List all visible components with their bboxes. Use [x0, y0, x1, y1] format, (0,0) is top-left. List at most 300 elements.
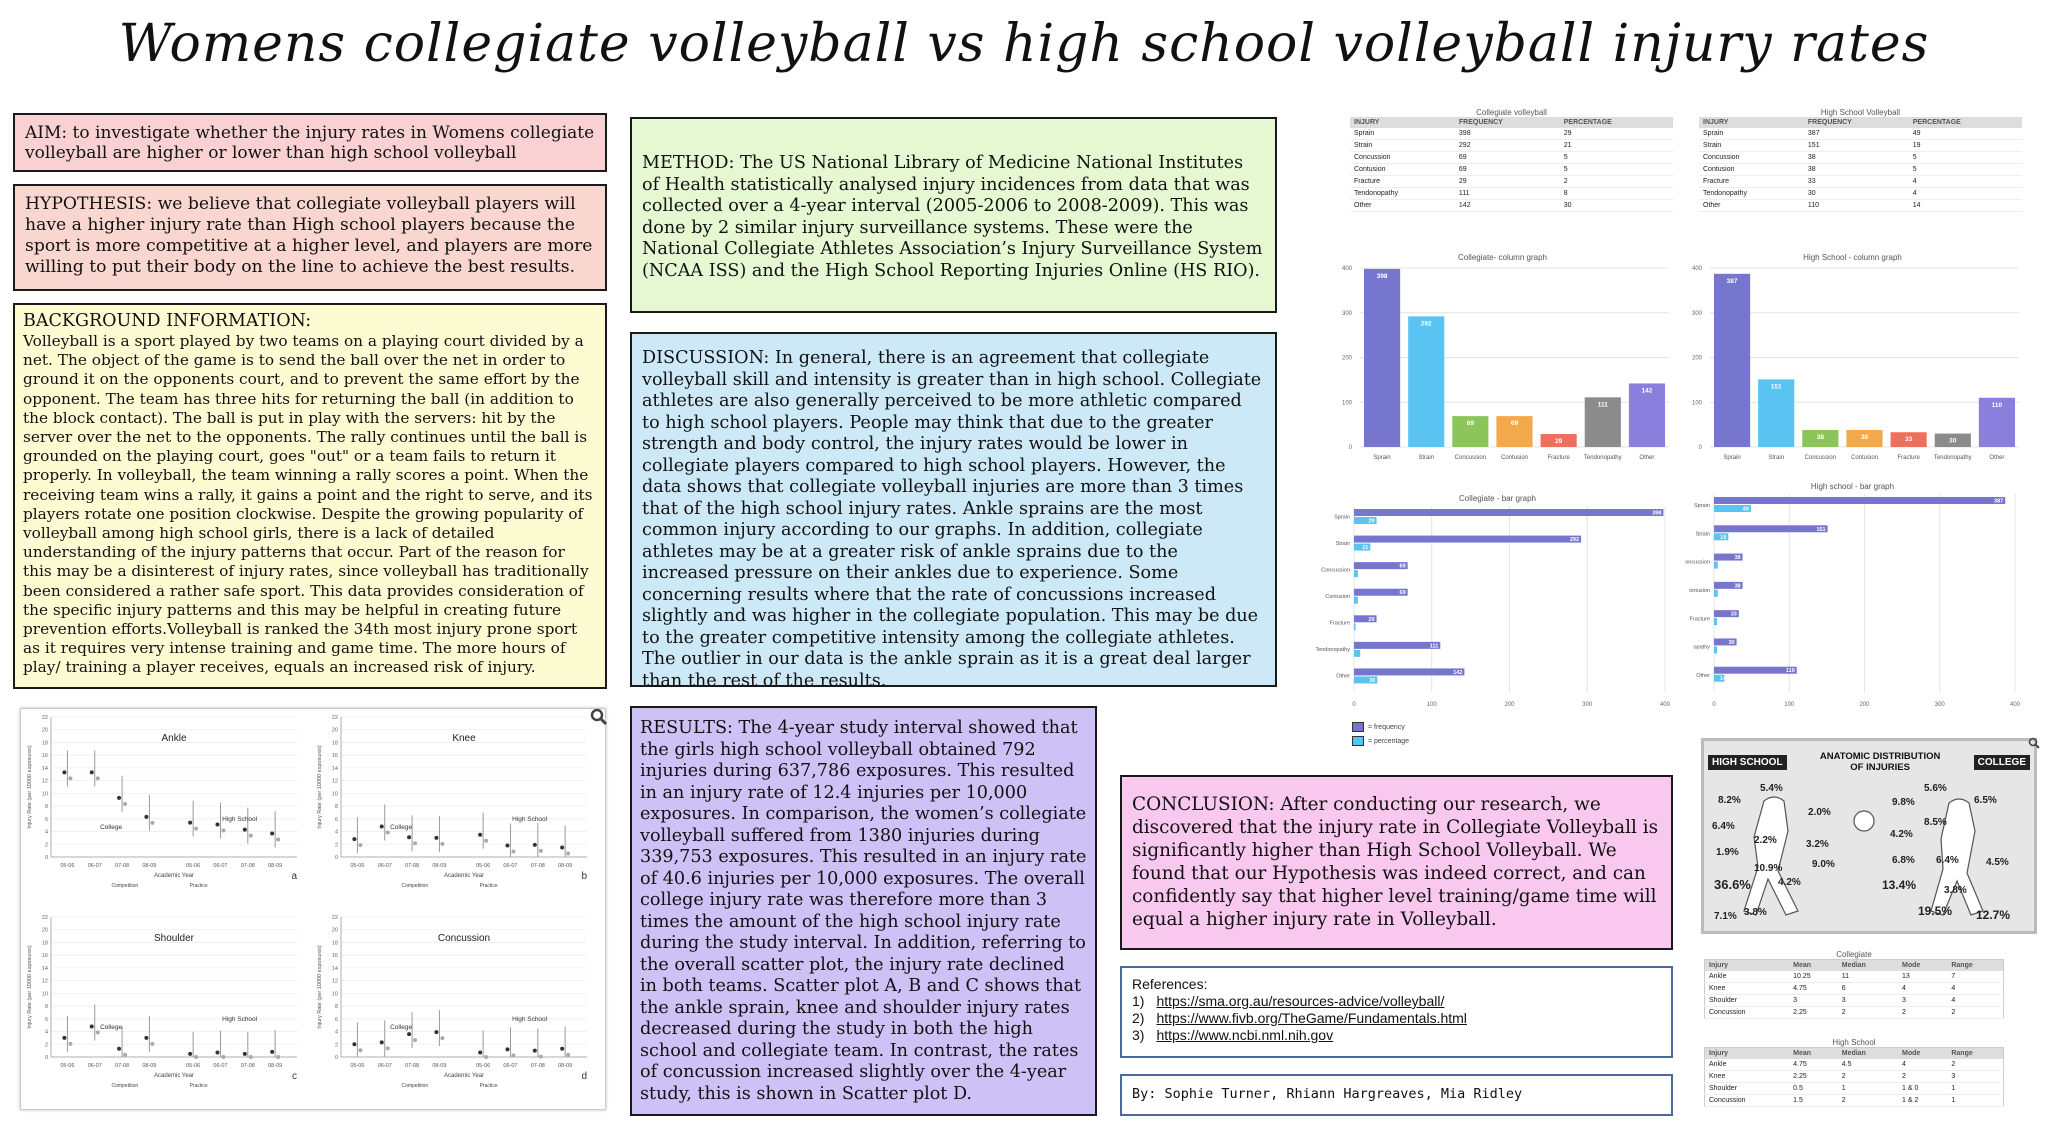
zoom-icon[interactable] — [590, 708, 608, 726]
table-row — [1699, 140, 2022, 152]
data-point — [243, 828, 247, 832]
infographic-left-value: 6.4% — [1712, 821, 1735, 832]
table-cell: 2.25 — [1789, 1007, 1838, 1019]
y-tick-label: 18 — [41, 740, 48, 747]
x-tick-label: 07-08 — [405, 863, 420, 869]
legend-practice: Practice — [479, 1083, 498, 1089]
chart-title: Collegiate - bar graph — [1459, 494, 1536, 503]
y-tick-label: 16 — [41, 953, 48, 960]
data-point — [123, 1053, 127, 1057]
x-tick-label: 05-06 — [476, 863, 491, 869]
y-tick-label: 8 — [44, 1004, 48, 1011]
table-cell: 3 — [1838, 995, 1898, 1007]
data-point — [533, 843, 537, 847]
highschool-stats-panel — [1704, 1038, 2004, 1122]
table-cell: 38 — [1804, 152, 1909, 164]
data-point — [144, 815, 148, 819]
infographic-left-value: 3.8% — [1744, 907, 1767, 918]
data-point — [560, 845, 564, 849]
x-tick-label: 05-06 — [350, 1063, 365, 1069]
y-tick-label: 14 — [41, 965, 48, 972]
table-cell: Sprain — [1350, 128, 1455, 140]
table-cell: 3 — [1898, 995, 1947, 1007]
data-point — [407, 835, 411, 839]
table-cell: 5 — [1909, 152, 2022, 164]
bar — [1714, 667, 1797, 674]
data-point — [194, 1055, 198, 1059]
table-cell: 4.5 — [1838, 1059, 1898, 1071]
data-point — [117, 796, 121, 800]
table-cell: 1 & 2 — [1898, 1095, 1947, 1107]
infographic-right-label: COLLEGE — [1974, 755, 2030, 770]
data-point — [440, 842, 444, 846]
byline-text: By: Sophie Turner, Rhiann Hargreaves, Mia Ridley — [1132, 1086, 1523, 1102]
table-cell: 387 — [1804, 128, 1909, 140]
x-tick-label: 08-09 — [558, 1063, 573, 1069]
y-tick-label: opathy — [1693, 644, 1710, 651]
x-tick-label: 05-06 — [186, 863, 201, 869]
chart-title: Collegiate- column graph — [1458, 253, 1547, 262]
bar-value-label: 398 — [1652, 510, 1662, 517]
bar-value-label: 33 — [1905, 436, 1913, 444]
y-tick-label: 6 — [334, 1016, 338, 1023]
infographic-left-value: 2.0% — [1808, 807, 1831, 818]
x-tick-label: 300 — [1582, 702, 1593, 708]
infographic-left-value: 5.4% — [1760, 783, 1783, 794]
collegiate-stats-title: Collegiate — [1836, 950, 1872, 959]
bar-value-label: 30 — [1728, 639, 1735, 646]
y-tick-label: 200 — [1691, 355, 1702, 362]
table-cell: Strain — [1699, 140, 1804, 152]
table-cell: Knee — [1705, 983, 1790, 995]
bar-value-label: 38 — [1816, 433, 1824, 441]
bar-value-label: 111 — [1597, 401, 1608, 409]
infographic-left-value: 1.9% — [1716, 847, 1739, 858]
y-tick-label: 400 — [1341, 266, 1352, 272]
highschool-table — [1699, 117, 2022, 212]
panel-letter: d — [581, 1071, 587, 1082]
table-cell: 2 — [1560, 176, 1673, 188]
data-point — [270, 831, 274, 835]
y-axis-label: Injury Rate (per 10000 exposures) — [317, 945, 323, 1029]
bar-value-label: 398 — [1376, 272, 1388, 280]
bar-value-label: 69 — [1399, 563, 1406, 570]
y-tick-label: 20 — [331, 927, 338, 934]
table-header: Injury — [1705, 960, 1790, 972]
bar-value-label: 69 — [1510, 420, 1519, 428]
group-label-highschool: High School — [222, 816, 258, 823]
table-cell: 2 — [1838, 1071, 1898, 1083]
data-point — [440, 1036, 444, 1040]
y-tick-label: Strain — [1695, 531, 1710, 538]
background-heading: BACKGROUND INFORMATION: — [23, 311, 312, 331]
table-header: Mean — [1789, 960, 1838, 972]
bar — [1354, 509, 1663, 516]
chart-title: High school - bar graph — [1810, 482, 1895, 491]
data-point — [358, 1048, 362, 1052]
bar — [1354, 642, 1440, 649]
table-cell: 4 — [1898, 983, 1947, 995]
discussion-text: DISCUSSION: In general, there is an agreement that collegiate volleyball skill and intensity is greater than in high school. Collegiate athletes are also generally perceived to be more athletic compared to high school players. People may think that due to the greater strength and body control, the injury rates would be lower in collegiate players compared to high school players. However, the data shows that collegiate volleyball injuries are more than 3 times that of the high school injury rates. Ankle sprains are the most common injury according to our graphs. In addition, collegiate athletes may be at a greater risk of ankle sprains due to the increased pressure on their ankles due to experience. Some concerning results where that the rate of concussions increased slightly and was higher in the collegiate population. This may be due to the greater competitive intensity among the collegiate athletes. The outlier in our data is the ankle sprain as it is a great deal larger than the rest of the results. — [642, 348, 1262, 691]
y-tick-label: 10 — [331, 991, 338, 998]
x-tick-label: Sprain — [1373, 455, 1391, 461]
infographic-right-value: 12.7% — [1976, 908, 2011, 922]
y-tick-label: 22 — [331, 715, 338, 721]
poster-title: Womens collegiate volleyball vs high school volleyball injury rates — [118, 14, 1930, 74]
infographic-right-value: 5.6% — [1924, 783, 1947, 794]
bar — [1408, 316, 1444, 447]
data-point — [96, 776, 100, 780]
table-cell: 4.75 — [1789, 1059, 1838, 1071]
zoom-icon[interactable] — [2028, 734, 2040, 746]
x-tick-label: Strain — [1768, 455, 1785, 461]
x-tick-label: 06-07 — [87, 863, 102, 869]
x-tick-label: Tendonopathy — [1583, 455, 1622, 461]
method-box — [630, 117, 1277, 313]
table-cell: 30 — [1560, 200, 1673, 212]
reference-link[interactable]: https://www.ncbi.nml.nih.gov — [1156, 1027, 1334, 1043]
data-point — [478, 1051, 482, 1055]
group-label-college: College — [100, 1024, 123, 1031]
hypothesis-box — [13, 184, 607, 291]
reference-item: 2) https://www.fivb.org/TheGame/Fundamentals.html — [1132, 1010, 1467, 1026]
aim-text: AIM: to investigate whether the injury rates in Womens collegiate volleyball are higher or lower than high school volleyball — [25, 123, 595, 163]
y-tick-label: 22 — [331, 915, 338, 921]
table-row — [1705, 971, 2004, 983]
results-text: RESULTS: The 4-year study interval showed that the girls high school volleyball obtained 792 injuries during 637,786 exposures. This resulted in an injury rate of 12.4 injuries per 10,000 exposures. In comparison, the women’s collegiate volleyball suffered from 1380 injuries during 339,753 exposures. This resulted in an injury rate of 40.6 injuries per 10,000 exposures. The overall college injury rate was therefore more than 3 times the amount of the high school injury rate during the study interval. In addition, referring to the overall scatter plot, the injury rate declined in both teams. Scatter plot A, B and C shows that the ankle sprain, knee and shoulder injury rates decreased during the study in both the high school and collegiate team. In contrast, the rates of concussion increased slightly over the 4-year study, this is shown in Scatter plot D. — [640, 718, 1087, 1104]
data-point — [90, 1024, 94, 1028]
table-cell: 7 — [1947, 971, 2003, 983]
bar-value-label: 69 — [1399, 590, 1406, 597]
scatter-panel-title: Concussion — [437, 933, 491, 944]
bar — [1354, 623, 1356, 630]
bar-value-label: 29 — [1368, 616, 1375, 623]
table-cell: 11 — [1838, 971, 1898, 983]
reference-link[interactable]: https://sma.org.au/resources-advice/volleyball/ — [1156, 993, 1445, 1009]
collegiate-table-panel — [1350, 108, 1673, 226]
table-cell: 8 — [1560, 188, 1673, 200]
legend-practice: Practice — [189, 1083, 208, 1089]
table-header: Mode — [1898, 960, 1947, 972]
y-tick-label: 300 — [1341, 310, 1352, 317]
x-tick-label: 06-07 — [213, 863, 228, 869]
y-tick-label: 8 — [334, 804, 338, 811]
x-tick-label: 200 — [1859, 702, 1870, 708]
chart-legend — [1352, 722, 1409, 746]
data-point — [505, 844, 509, 848]
x-tick-label: Sprain — [1723, 455, 1741, 461]
bar-value-label: 387 — [1994, 498, 2004, 505]
table-cell: 2 — [1838, 1095, 1898, 1107]
table-cell: Contusion — [1699, 164, 1804, 176]
references-heading: References: — [1132, 976, 1208, 992]
table-header: FREQUENCY — [1804, 117, 1909, 128]
legend-competition: Competition — [111, 883, 139, 889]
infographic-right-value: 4.2% — [1890, 829, 1913, 840]
group-label-highschool: High School — [222, 1016, 258, 1023]
conclusion-text: CONCLUSION: After conducting our research, we discovered that the injury rate in Collegiate Volleyball is significantly higher than High School Volleyball. We found that our Hypothesis was indeed correct, and can confidently say that higher level training/game time will equal a higher injury rate in Volleyball. — [1132, 794, 1659, 930]
bar-value-label: 4 — [1722, 647, 1726, 654]
x-tick-label: 08-09 — [432, 863, 447, 869]
bar-value-label: 49 — [1742, 506, 1749, 513]
table-row — [1350, 152, 1673, 164]
infographic-right-value: 19.5% — [1918, 904, 1953, 918]
infographic-right-value: 13.4% — [1882, 878, 1917, 892]
reference-link[interactable]: https://www.fivb.org/TheGame/Fundamentals.html — [1156, 1010, 1467, 1026]
x-tick-label: 07-08 — [115, 1063, 130, 1069]
scatter-panel-title: Ankle — [161, 733, 187, 744]
data-point — [352, 837, 356, 841]
table-cell: Ankle — [1705, 1059, 1790, 1071]
y-tick-label: 6 — [44, 816, 48, 823]
legend-swatch-frequency — [1352, 722, 1364, 732]
y-tick-label: 16 — [41, 753, 48, 760]
table-header: Median — [1838, 1048, 1898, 1060]
bar-value-label: 8 — [1362, 651, 1366, 658]
bar — [1714, 497, 2005, 504]
y-tick-label: 18 — [331, 940, 338, 947]
y-tick-label: 22 — [41, 915, 48, 921]
table-cell: 1 — [1838, 1083, 1898, 1095]
y-tick-label: 14 — [331, 765, 338, 772]
legend-competition: Competition — [401, 1083, 429, 1089]
table-cell: 151 — [1804, 140, 1909, 152]
bar-value-label: 69 — [1466, 420, 1474, 428]
table-header: Range — [1947, 1048, 2003, 1060]
table-cell: 6 — [1838, 983, 1898, 995]
data-point — [380, 824, 384, 828]
y-tick-label: 22 — [41, 715, 48, 721]
table-row — [1699, 176, 2022, 188]
table-cell: 13 — [1898, 971, 1947, 983]
data-point — [539, 849, 543, 853]
y-tick-label: 20 — [41, 727, 48, 734]
x-tick-label: 06-07 — [87, 1063, 102, 1069]
y-tick-label: 20 — [331, 727, 338, 734]
data-point — [484, 1055, 488, 1059]
table-cell: Ankle — [1705, 971, 1790, 983]
y-tick-label: 2 — [334, 1042, 338, 1049]
x-tick-label: 0 — [1712, 702, 1716, 708]
y-tick-label: 200 — [1341, 355, 1352, 362]
data-point — [68, 1042, 72, 1046]
x-tick-label: 0 — [1352, 702, 1356, 708]
table-cell: 2 — [1898, 1071, 1947, 1083]
y-tick-label: Other — [1336, 673, 1350, 680]
data-point — [484, 839, 488, 843]
y-tick-label: 12 — [331, 778, 338, 785]
infographic-center-label: ANATOMIC DISTRIBUTION OF INJURIES — [1819, 751, 1941, 773]
table-header: Mode — [1898, 1048, 1947, 1060]
chart-title: High School - column graph — [1803, 253, 1902, 262]
infographic-right-value: 6.8% — [1892, 855, 1915, 866]
bar-value-label: 21 — [1362, 545, 1369, 552]
y-tick-label: Contusion — [1325, 594, 1350, 600]
discussion-box — [630, 332, 1277, 691]
bar-value-label: 111 — [1429, 643, 1439, 650]
data-point — [566, 1053, 570, 1057]
data-point — [96, 1030, 100, 1034]
table-row — [1699, 200, 2022, 212]
data-point — [560, 1047, 564, 1051]
table-row — [1699, 188, 2022, 200]
y-tick-label: 4 — [44, 1029, 48, 1036]
x-tick-label: 07-08 — [240, 1063, 255, 1069]
x-tick-label: 100 — [1784, 702, 1795, 708]
x-tick-label: 06-07 — [377, 1063, 392, 1069]
highschool-stats-table — [1704, 1047, 2004, 1107]
table-cell: 29 — [1560, 128, 1673, 140]
y-tick-label: Other — [1696, 672, 1710, 679]
references-list — [1132, 993, 1661, 1044]
high-school-player-figure — [1744, 797, 1798, 915]
table-cell: 2 — [1898, 1007, 1947, 1019]
group-label-highschool: High School — [512, 1016, 548, 1023]
data-point — [215, 1051, 219, 1055]
x-tick-label: Tendonopathy — [1933, 455, 1972, 461]
y-tick-label: 14 — [331, 965, 338, 972]
infographic-left-value: 7.1% — [1714, 911, 1737, 922]
table-cell: 29 — [1455, 176, 1560, 188]
x-tick-label: 08-09 — [268, 1063, 283, 1069]
x-tick-label: 08-09 — [432, 1063, 447, 1069]
x-tick-label: 08-09 — [142, 863, 157, 869]
y-tick-label: 10 — [41, 791, 48, 798]
table-header: PERCENTAGE — [1560, 117, 1673, 128]
table-cell: 4.75 — [1789, 983, 1838, 995]
x-tick-label: Fracture — [1897, 455, 1920, 461]
bar — [1354, 650, 1360, 657]
x-tick-label: Other — [1639, 455, 1655, 461]
bar-value-label: 38 — [1734, 555, 1741, 562]
bar-value-label: 14 — [1719, 676, 1726, 683]
hypothesis-text: HYPOTHESIS: we believe that collegiate volleyball players will have a higher injury rate than High school players because the sport is more competitive at a higher level, and players are more willing to put their body on the line to achieve the best results. — [25, 194, 593, 277]
table-cell: Fracture — [1350, 176, 1455, 188]
table-cell: 30 — [1804, 188, 1909, 200]
bar — [1364, 269, 1400, 447]
table-cell: Sprain — [1699, 128, 1804, 140]
y-tick-label: 0 — [1698, 445, 1702, 451]
bar-value-label: 38 — [1734, 583, 1741, 590]
data-point — [407, 1032, 411, 1036]
x-tick-label: 07-08 — [240, 863, 255, 869]
y-tick-label: 16 — [331, 953, 338, 960]
legend-practice: Practice — [479, 883, 498, 889]
bar-value-label: 292 — [1569, 537, 1580, 544]
collegiate-stats-panel — [1704, 950, 2004, 1030]
data-point — [249, 1055, 253, 1059]
scatter-panel-title: Knee — [452, 733, 476, 744]
table-cell: 0.5 — [1789, 1083, 1838, 1095]
scatter-plots — [21, 709, 607, 1111]
table-cell: 21 — [1560, 140, 1673, 152]
table-header: Injury — [1705, 1048, 1790, 1060]
bar-value-label: 5 — [1362, 598, 1366, 605]
y-tick-label: ontusion — [1689, 588, 1710, 594]
data-point — [511, 1053, 515, 1057]
table-header: INJURY — [1699, 117, 1804, 128]
table-cell: 38 — [1804, 164, 1909, 176]
highschool-table-title: High School Volleyball — [1820, 108, 1901, 117]
x-tick-label: 06-07 — [503, 863, 518, 869]
x-tick-label: 06-07 — [377, 863, 392, 869]
table-row — [1350, 164, 1673, 176]
y-tick-label: Concussion — [1321, 567, 1350, 574]
data-point — [150, 1042, 154, 1046]
x-tick-label: Strain — [1418, 455, 1435, 461]
infographic-right-value: 3.8% — [1944, 885, 1967, 896]
data-point — [62, 770, 66, 774]
bar-value-label: 30 — [1369, 677, 1376, 684]
x-tick-label: 05-06 — [60, 1063, 75, 1069]
x-tick-label: 07-08 — [405, 1063, 420, 1069]
x-tick-label: 400 — [1659, 702, 1671, 708]
x-axis-label: Academic Year — [443, 1073, 485, 1079]
x-tick-label: 05-06 — [60, 863, 75, 869]
bar-value-label: 142 — [1453, 669, 1463, 676]
infographic-right-value: 4.5% — [1986, 857, 2009, 868]
legend-competition: Competition — [111, 1083, 139, 1089]
byline-box — [1120, 1074, 1673, 1116]
bar-value-label: 2 — [1362, 624, 1366, 631]
group-label-college: College — [100, 824, 123, 831]
data-point — [566, 851, 570, 855]
data-point — [358, 843, 362, 847]
table-cell: 2.25 — [1789, 1071, 1838, 1083]
y-axis-label: Injury Rate (per 10000 exposures) — [317, 745, 323, 829]
references-box — [1120, 966, 1673, 1058]
legend-label: = percentage — [1368, 737, 1410, 745]
scatter-panel-title: Shoulder — [153, 933, 195, 944]
highschool-column-chart — [1680, 250, 2025, 475]
table-row — [1350, 188, 1673, 200]
infographic-figures — [1704, 781, 2034, 931]
table-cell: Shoulder — [1705, 995, 1790, 1007]
volleyball-icon — [1854, 811, 1874, 831]
bar-value-label: 5 — [1362, 571, 1366, 578]
aim-box — [13, 113, 607, 172]
data-point — [413, 841, 417, 845]
y-tick-label: 0 — [44, 1055, 48, 1061]
y-axis-label: Injury Rate (per 10000 exposures) — [27, 745, 33, 829]
table-cell: Concussion — [1699, 152, 1804, 164]
table-row — [1705, 1083, 2004, 1095]
y-tick-label: 4 — [44, 829, 48, 836]
bar-value-label: 110 — [1991, 401, 2003, 409]
scatter-plots-panel — [20, 708, 606, 1110]
data-point — [386, 1046, 390, 1050]
x-tick-label: 300 — [1934, 702, 1945, 708]
table-cell: 14 — [1909, 200, 2022, 212]
table-row — [1705, 1007, 2004, 1019]
table-cell: 4 — [1947, 995, 2003, 1007]
table-cell: 2 — [1947, 1007, 2003, 1019]
y-tick-label: 12 — [41, 778, 48, 785]
y-tick-label: 0 — [334, 1055, 338, 1061]
data-point — [434, 1030, 438, 1034]
data-point — [352, 1042, 356, 1046]
table-cell: 3 — [1789, 995, 1838, 1007]
collegiate-stats-table — [1704, 959, 2004, 1019]
y-tick-label: Sprain — [1694, 503, 1710, 510]
table-cell: 142 — [1455, 200, 1560, 212]
x-tick-label: Concussion — [1804, 455, 1837, 461]
legend-practice: Practice — [189, 883, 208, 889]
table-row — [1699, 164, 2022, 176]
table-row — [1350, 200, 1673, 212]
infographic-right-value: 9.8% — [1892, 797, 1915, 808]
background-box — [13, 303, 607, 689]
